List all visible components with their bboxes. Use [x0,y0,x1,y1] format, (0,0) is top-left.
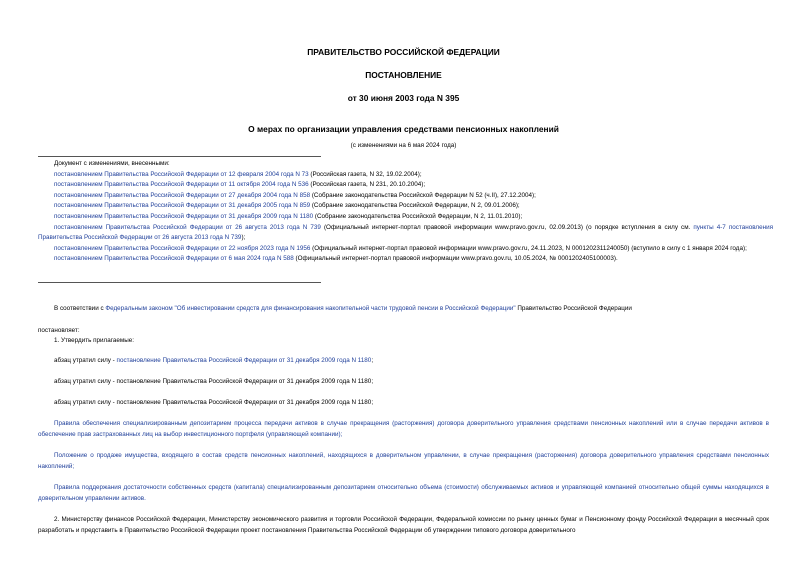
amendment-link[interactable]: постановлением Правительства Российской Федерации от 11 октября 2004 года N 536 [54,181,309,189]
amendment-item: постановлением Правительства Российской Федерации от 31 декабря 2005 года N 859 (Собрание законодательства Российской Федерации, N 2, 09.01.2006); [54,202,520,210]
federal-law-link[interactable]: Федеральным законом "Об инвестировании средств для финансирования накопительной части трудовой пенсии в Российской Федерации" [105,305,516,312]
amendment-link[interactable]: постановлением Правительства Российской Федерации от 12 февраля 2004 года N 73 [54,170,309,178]
amendment-link[interactable]: постановлением Правительства Российской Федерации от 26 августа 2013 года N 739 [54,223,321,231]
capital-rules-paragraph [38,483,769,504]
clause-1-paragraph: 1. Утвердить прилагаемые: [54,337,134,344]
resolves-paragraph: постановляет: [38,327,80,334]
repeal-link[interactable]: постановление Правительства Российской Федерации от 31 декабря 2009 года N 1180 [116,357,372,364]
document-type-heading: ПОСТАНОВЛЕНИЕ [365,70,442,80]
document-title: О мерах по организации управления средствами пенсионных накоплений [248,124,559,134]
amendments-bottom-divider [38,282,321,283]
repeal-text: постановление Правительства Российской Федерации от 31 декабря 2009 года N 1180 [116,399,372,406]
amendments-top-divider [38,156,321,157]
document-subtitle: (с изменениями на 6 мая 2024 года) [350,142,457,149]
repealed-paragraph: абзац утратил силу - постановление Правительства Российской Федерации от 31 декабря 2009 года N 1180; [54,357,374,364]
rules-link[interactable]: Правила обеспечения специализированным депозитарием процесса передачи активов в случае прекращения (расторжения) договора доверительного управления средствами пенсионных накоплений или в случае передачи активов в обеспечение прав застрахованных лиц на выбор инвестиционного портфеля (управляющей компании); [38,420,769,438]
amendment-item: постановлением Правительства Российской Федерации от 22 ноября 2023 года N 1956 (Официальный интернет-портал правовой информации www.pravo.gov.ru, 24.11.2023, N 0001202311240050) (вступило в силу с 1 января 2024 года); [54,244,747,252]
amendment-link[interactable]: постановлением Правительства Российской Федерации от 22 ноября 2023 года N 1956 [54,244,311,252]
amendments-intro: Документ с изменениями, внесенными: [54,160,170,167]
amendment-item: постановлением Правительства Российской Федерации от 27 декабря 2004 года N 858 (Собрание законодательства Российской Федерации N 52 (ч.II), 27.12.2004); [54,191,536,199]
amendment-item: постановлением Правительства Российской Федерации от 12 февраля 2004 года N 73 (Российская газета, N 32, 19.02.2004); [54,170,422,178]
rules-paragraph [38,419,769,440]
amendment-link-points[interactable]: пункты 4-7 постановления Правительства Российской Федерации от 26 августа 2013 года N 739 [38,223,773,242]
repeal-text: постановление Правительства Российской Федерации от 31 декабря 2009 года N 1180 [116,378,372,385]
government-heading: ПРАВИТЕЛЬСТВО РОССИЙСКОЙ ФЕДЕРАЦИИ [307,47,500,57]
amendments-block [38,159,773,265]
repealed-paragraph: абзац утратил силу - постановление Правительства Российской Федерации от 31 декабря 2009 года N 1180; [54,378,374,385]
clause-2-paragraph: 2. Министерству финансов Российской Федерации, Министерству экономического развития и торговли Российской Федерации, Федеральной комиссии по рынку ценных бумаг и Пенсионному фонду Российской Федерации в месячный срок разработать и представить в Правительство Российской Федерации проект постановления Правительства Российской Федерации об утверждении типового договора доверительного [38,516,769,534]
amendment-link[interactable]: постановлением Правительства Российской Федерации от 31 декабря 2009 года N 1180 [54,212,314,220]
amendment-item: постановлением Правительства Российской Федерации от 6 мая 2024 года N 588 (Официальный интернет-портал правовой информации www.pravo.gov.ru, 10.05.2024, № 0001202405100003). [54,255,618,263]
repealed-paragraph: абзац утратил силу - постановление Правительства Российской Федерации от 31 декабря 2009 года N 1180; [54,399,374,406]
document-date-heading: от 30 июня 2003 года N 395 [347,93,460,103]
capital-rules-link[interactable]: Правила поддержания достаточности собственных средств (капитала) специализированным депозитарием относительно объема (стоимости) обслуживаемых активов и управляющей компанией относительно общей суммы находящихся в доверительном управлении активов. [38,484,769,502]
amendment-item: постановлением Правительства Российской Федерации от 11 октября 2004 года N 536 (Российская газета, N 231, 20.10.2004); [54,181,426,189]
regulation-paragraph [38,451,769,472]
amendment-item: постановлением Правительства Российской Федерации от 26 августа 2013 года N 739 (Официальный интернет-портал правовой информации www.pravo.gov.ru, 02.09.2013) (о порядке вступления в силу см. пункты 4-7 постановления Правительства Российской Федерации от 26 августа 2013 года N 739); [38,223,773,242]
preamble-paragraph: В соответствии с Федеральным законом "Об инвестировании средств для финансирования накопительной части трудовой пенсии в Российской Федерации" Правительство Российской Федерации [54,305,632,312]
amendment-link[interactable]: постановлением Правительства Российской Федерации от 31 декабря 2005 года N 859 [54,202,311,210]
amendment-link[interactable]: постановлением Правительства Российской Федерации от 27 декабря 2004 года N 858 [54,191,311,199]
regulation-link[interactable]: Положение о продаже имущества, входящего в состав средств пенсионных накоплений, находящихся в доверительном управлении, в случае прекращения (расторжения) договора доверительного управления средствами пенсионных накоплений; [38,452,769,470]
amendment-item: постановлением Правительства Российской Федерации от 31 декабря 2009 года N 1180 (Собрание законодательства Российской Федерации, N 2, 11.01.2010); [54,212,523,220]
amendment-link[interactable]: постановлением Правительства Российской Федерации от 6 мая 2024 года N 588 [54,255,294,263]
